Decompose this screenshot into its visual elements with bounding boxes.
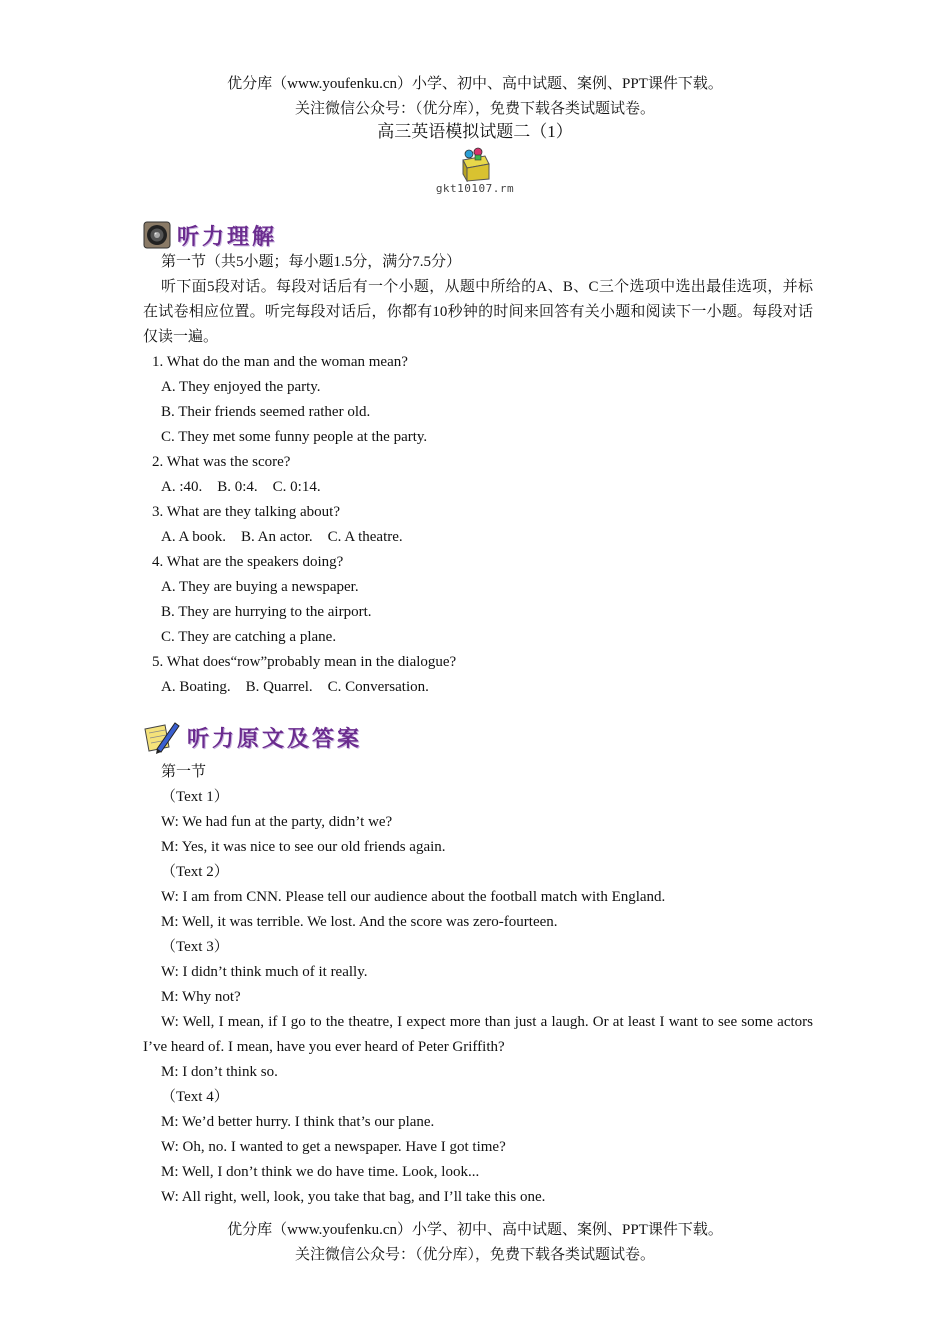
- page-footer: [0, 1218, 950, 1268]
- section-transcript-heading: [143, 720, 362, 754]
- transcript-line: W: Oh, no. I wanted to get a newspaper. Have I got time?: [161, 1139, 506, 1155]
- transcript-section: [143, 760, 813, 1210]
- section-listening-title: 听力理解: [177, 224, 278, 250]
- question-4: 4. What are the speakers doing?: [152, 554, 344, 570]
- transcript-part: 第一节: [161, 764, 207, 780]
- question-4-option-b: B. They are hurrying to the airport.: [161, 604, 372, 620]
- footer-line-1: 优分库（www.youfenku.cn）小学、初中、高中试题、案例、PPT课件下载。: [227, 1222, 723, 1238]
- listening-section: [143, 250, 813, 700]
- page-title: 高三英语模拟试题二（1）: [377, 122, 573, 141]
- question-4-option-a: A. They are buying a newspaper.: [161, 579, 359, 595]
- header-line-1: 优分库（www.youfenku.cn）小学、初中、高中试题、案例、PPT课件下载。: [227, 76, 723, 92]
- footer-line-2: 关注微信公众号：（优分库），免费下载各类试题试卷。: [294, 1247, 655, 1263]
- section-transcript-title: 听力原文及答案: [187, 726, 363, 752]
- part-description: 第一节（共5小题；每小题1.5分，满分7.5分）: [161, 254, 462, 270]
- transcript-line: （Text 3）: [161, 939, 229, 955]
- transcript-line: M: We’d better hurry. I think that’s our plane.: [161, 1114, 435, 1130]
- header-line-2: 关注微信公众号：（优分库），免费下载各类试题试卷。: [294, 101, 655, 117]
- transcript-line: W: I am from CNN. Please tell our audience about the football match with England.: [161, 889, 666, 905]
- transcript-line: （Text 2）: [161, 864, 229, 880]
- question-2: 2. What was the score?: [152, 454, 291, 470]
- transcript-line: M: I don’t think so.: [161, 1064, 278, 1080]
- transcript-line: M: Well, I don’t think we do have time. Look, look...: [161, 1164, 480, 1180]
- question-5-options: A. Boating. B. Quarrel. C. Conversation.: [161, 679, 429, 695]
- instructions: 听下面5段对话。每段对话后有一个小题，从题中所给的A、B、C三个选项中选出最佳选项，并标在试卷相应位置。听完每段对话后，你都有10秒钟的时间来回答有关小题和阅读下一小题。每段对话仅读一遍。: [143, 279, 813, 345]
- question-1-option-c: C. They met some funny people at the party.: [161, 429, 428, 445]
- transcript-line: （Text 1）: [161, 789, 229, 805]
- question-3: 3. What are they talking about?: [152, 504, 340, 520]
- pen-notebook-icon: [143, 719, 181, 755]
- question-1-option-b: B. Their friends seemed rather old.: [161, 404, 371, 420]
- transcript-line: W: All right, well, look, you take that bag, and I’ll take this one.: [161, 1189, 546, 1205]
- section-listening-heading: [143, 218, 277, 252]
- question-3-options: A. A book. B. An actor. C. A theatre.: [161, 529, 403, 545]
- attachment-file-name[interactable]: gkt10107.rm: [435, 182, 515, 195]
- question-1-option-a: A. They enjoyed the party.: [161, 379, 321, 395]
- transcript-line: W: We had fun at the party, didn’t we?: [161, 814, 393, 830]
- attachment[interactable]: [425, 146, 525, 195]
- media-file-icon[interactable]: [455, 146, 495, 182]
- transcript-line: W: I didn’t think much of it really.: [161, 964, 368, 980]
- question-2-options: A. :40. B. 0:4. C. 0:14.: [161, 479, 321, 495]
- transcript-line: M: Yes, it was nice to see our old friends again.: [161, 839, 446, 855]
- transcript-line: （Text 4）: [161, 1089, 229, 1105]
- transcript-line: M: Why not?: [161, 989, 241, 1005]
- transcript-line: M: Well, it was terrible. We lost. And the score was zero-fourteen.: [161, 914, 558, 930]
- speaker-icon: [143, 221, 171, 249]
- question-4-option-c: C. They are catching a plane.: [161, 629, 337, 645]
- question-5: 5. What does“row”probably mean in the dialogue?: [152, 654, 457, 670]
- page-header: [0, 72, 950, 122]
- transcript-long-line: W: Well, I mean, if I go to the theatre, I expect more than just a laugh. Or at least I want to see some actors I’ve heard of. I mean, have you ever heard of Peter Griffith?: [143, 1014, 813, 1055]
- question-1: 1. What do the man and the woman mean?: [152, 354, 408, 370]
